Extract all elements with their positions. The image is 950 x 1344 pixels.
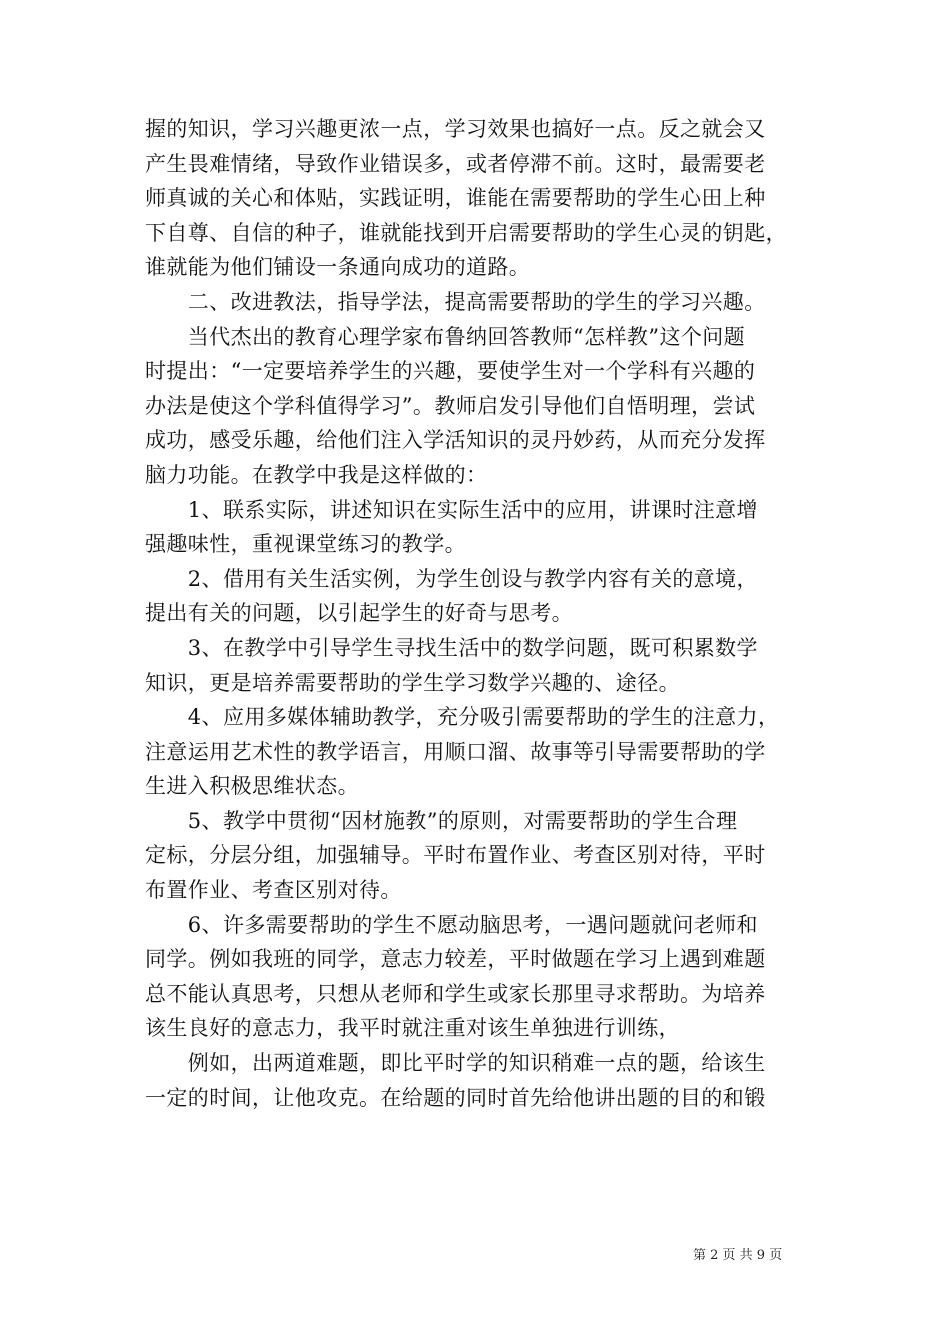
text-line: 握的知识，学习兴趣更浓一点，学习效果也搞好一点。反之就会又 bbox=[145, 117, 766, 141]
text-line: 产生畏难情绪，导致作业错误多，或者停滞不前。这时，最需要老 bbox=[145, 151, 766, 176]
list-item-line: 5、教学中贯彻“因材施教”的原则，对需要帮助的学生合理 bbox=[145, 808, 738, 833]
text-line: 下自尊、自信的种子，谁就能找到开启需要帮助的学生心灵的钥匙， bbox=[145, 220, 787, 245]
document-body bbox=[145, 112, 810, 1115]
list-item-line: 1、联系实际，讲述知识在实际生活中的应用，讲课时注意增 bbox=[145, 497, 758, 522]
text-line: 知识，更是培养需要帮助的学生学习数学兴趣的、途径。 bbox=[145, 670, 680, 695]
text-line: 注意运用艺术性的教学语言，用顺口溜、故事等引导需要帮助的学 bbox=[145, 739, 766, 764]
page-number-footer: 第 2 页 共 9 页 bbox=[693, 1248, 783, 1263]
text-line: 当代杰出的教育心理学家布鲁纳回答教师“怎样教”这个问题 bbox=[145, 324, 746, 349]
text-line: 总不能认真思考，只想从老师和学生或家长那里寻求帮助。为培养 bbox=[145, 981, 766, 1006]
text-line: 同学。例如我班的同学，意志力较差，平时做题在学习上遇到难题 bbox=[145, 947, 766, 972]
text-line: 定标，分层分组，加强辅导。平时布置作业、考查区别对待，平时 bbox=[145, 843, 766, 868]
text-line: 强趣味性，重视课堂练习的教学。 bbox=[145, 532, 466, 557]
text-line: 例如，出两道难题，即比平时学的知识稍难一点的题，给该生 bbox=[145, 1051, 766, 1076]
text-line: 成功，感受乐趣，给他们注入学活知识的灵丹妙药，从而充分发挥 bbox=[145, 428, 766, 453]
text-line: 谁就能为他们铺设一条通向成功的道路。 bbox=[145, 255, 531, 280]
text-line: 时提出：“一定要培养学生的兴趣，要使学生对一个学科有兴趣的 bbox=[145, 359, 756, 384]
list-item-line: 6、许多需要帮助的学生不愿动脑思考，一遇问题就问老师和 bbox=[145, 912, 758, 937]
text-line: 生进入积极思维状态。 bbox=[145, 774, 359, 799]
text-line: 办法是使这个学科值得学习”。教师启发引导他们自悟明理，尝试 bbox=[145, 393, 756, 418]
section-heading: 二、改进教法，指导学法，提高需要帮助的学生的学习兴趣。 bbox=[145, 289, 766, 314]
text-line: 该生良好的意志力，我平时就注重对该生单独进行训练， bbox=[145, 1016, 680, 1041]
text-line: 一定的时间，让他攻克。在给题的同时首先给他讲出题的目的和锻 bbox=[145, 1085, 766, 1110]
list-item-line: 2、借用有关生活实例，为学生创设与教学内容有关的意境， bbox=[145, 566, 758, 591]
text-line: 脑力功能。在教学中我是这样做的： bbox=[145, 462, 488, 487]
text-line: 布置作业、考查区别对待。 bbox=[145, 878, 402, 903]
list-item-line: 4、应用多媒体辅助教学，充分吸引需要帮助的学生的注意力， bbox=[145, 705, 780, 730]
text-line: 提出有关的问题，以引起学生的好奇与思考。 bbox=[145, 601, 573, 626]
text-line: 师真诚的关心和体贴，实践证明，谁能在需要帮助的学生心田上种 bbox=[145, 186, 766, 211]
list-item-line: 3、在教学中引导学生寻找生活中的数学问题，既可积累数学 bbox=[145, 635, 758, 660]
